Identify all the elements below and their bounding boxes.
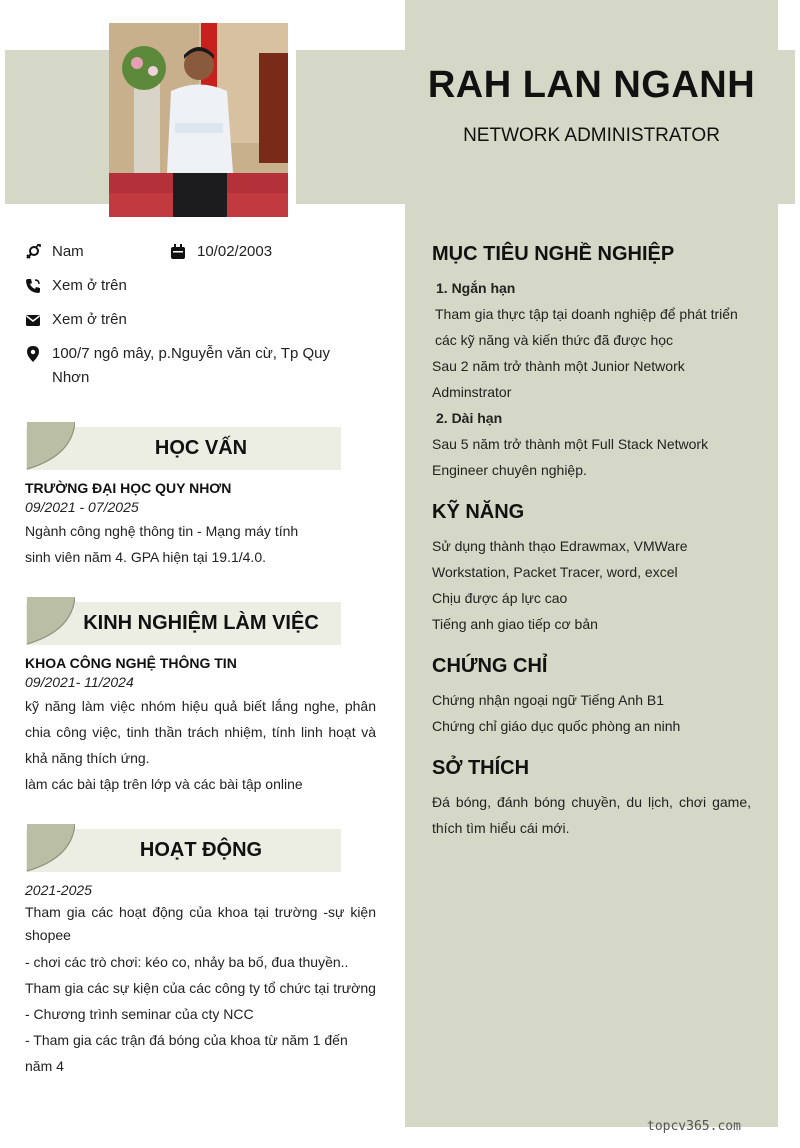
phone-value: Xem ở trên [52, 277, 127, 294]
calendar-icon [170, 244, 186, 260]
education-line: Ngành công nghệ thông tin - Mạng máy tính [25, 523, 299, 539]
education-line: sinh viên năm 4. GPA hiện tại 19.1/4.0. [25, 549, 267, 565]
experience-title: KINH NGHIỆM LÀM VIỆC [83, 612, 319, 634]
phone-icon [25, 278, 41, 294]
objective-block [432, 275, 752, 483]
education-heading [26, 422, 341, 472]
organization-name: KHOA CÔNG NGHỆ THÔNG TIN [25, 655, 237, 671]
objective-title: MỤC TIÊU NGHỀ NGHIỆP [432, 243, 675, 265]
activities-block [25, 882, 376, 1079]
gender-row [25, 240, 84, 264]
skill-line: Sử dụng thành thạo Edrawmax, VMWare Workstation, Packet Tracer, word, excel [432, 538, 688, 580]
experience-block [25, 655, 376, 797]
experience-description: kỹ năng làm việc nhóm hiệu quả biết lắng nghe, phân chia công việc, tinh thần trách nhiệm, tính linh hoạt và khả năng thích ứng. [25, 698, 376, 766]
activity-line: - Chương trình seminar của cty NCC [25, 1006, 254, 1022]
profile-photo [109, 23, 288, 217]
activity-line: - Tham gia các trận đá bóng của khoa từ năm 1 đến năm 4 [25, 1032, 348, 1074]
header-band-left [5, 50, 109, 204]
certificate-line: Chứng nhận ngoại ngữ Tiếng Anh B1 [432, 692, 665, 708]
phone-row [25, 274, 127, 298]
activities-title: HOẠT ĐỘNG [139, 839, 263, 861]
activity-line: Tham gia các hoạt động của khoa tại trường -sự kiện shopee [25, 904, 376, 943]
certificates-title: CHỨNG CHỈ [432, 655, 548, 677]
education-title: HỌC VẤN [154, 437, 248, 459]
email-value: Xem ở trên [52, 311, 127, 328]
email-row [25, 308, 127, 332]
hobbies-title: SỞ THÍCH [432, 757, 530, 779]
education-block [25, 480, 355, 570]
activities-period: 2021-2025 [25, 882, 92, 898]
certificate-line: Chứng chỉ giáo dục quốc phòng an ninh [432, 718, 681, 734]
skill-line: Tiếng anh giao tiếp cơ bản [432, 616, 598, 632]
long-term-line: Sau 5 năm trở thành một Full Stack Network Engineer chuyên nghiệp. [432, 436, 709, 478]
birthday-value: 10/02/2003 [197, 243, 273, 260]
skills-block [432, 533, 752, 637]
activity-line: - chơi các trò chơi: kéo co, nhảy ba bố, đua thuyền.. [25, 954, 349, 970]
experience-description: làm các bài tập trên lớp và các bài tập online [25, 776, 303, 792]
education-period: 09/2021 - 07/2025 [25, 499, 139, 515]
activities-heading [26, 824, 341, 874]
short-term-label: 1. Ngắn hạn [436, 280, 516, 296]
envelope-icon [25, 312, 41, 328]
hobbies-text: Đá bóng, đánh bóng chuyền, du lịch, chơi game, thích tìm hiểu cái mới. [432, 794, 751, 836]
address-value: 100/7 ngô mây, p.Nguyễn văn cừ, Tp Quy Nhơn [52, 345, 330, 386]
short-term-line: Sau 2 năm trở thành một Junior Network Adminstrator [432, 358, 685, 400]
school-name: TRƯỜNG ĐẠI HỌC QUY NHƠN [25, 480, 232, 496]
long-term-label: 2. Dài hạn [436, 410, 503, 426]
location-pin-icon [25, 346, 41, 362]
activity-line: Tham gia các sự kiện của các công ty tổ chức tại trường [25, 980, 376, 996]
short-term-line: Tham gia thực tập tại doanh nghiệp để phát triển các kỹ năng và kiến thức đã được học [435, 306, 738, 348]
certificates-block [432, 687, 752, 739]
gender-value: Nam [52, 243, 84, 260]
job-title: NETWORK ADMINISTRATOR [463, 125, 720, 146]
skill-line: Chịu được áp lực cao [432, 590, 568, 606]
watermark-footer: topcv365.com [647, 1119, 741, 1134]
skills-title: KỸ NĂNG [432, 501, 525, 523]
experience-period: 09/2021- 11/2024 [25, 674, 134, 690]
birthday-row [170, 240, 272, 264]
address-row [25, 342, 355, 390]
full-name: RAH LAN NGANH [427, 64, 756, 106]
experience-heading [26, 597, 341, 647]
gender-icon [25, 244, 41, 260]
